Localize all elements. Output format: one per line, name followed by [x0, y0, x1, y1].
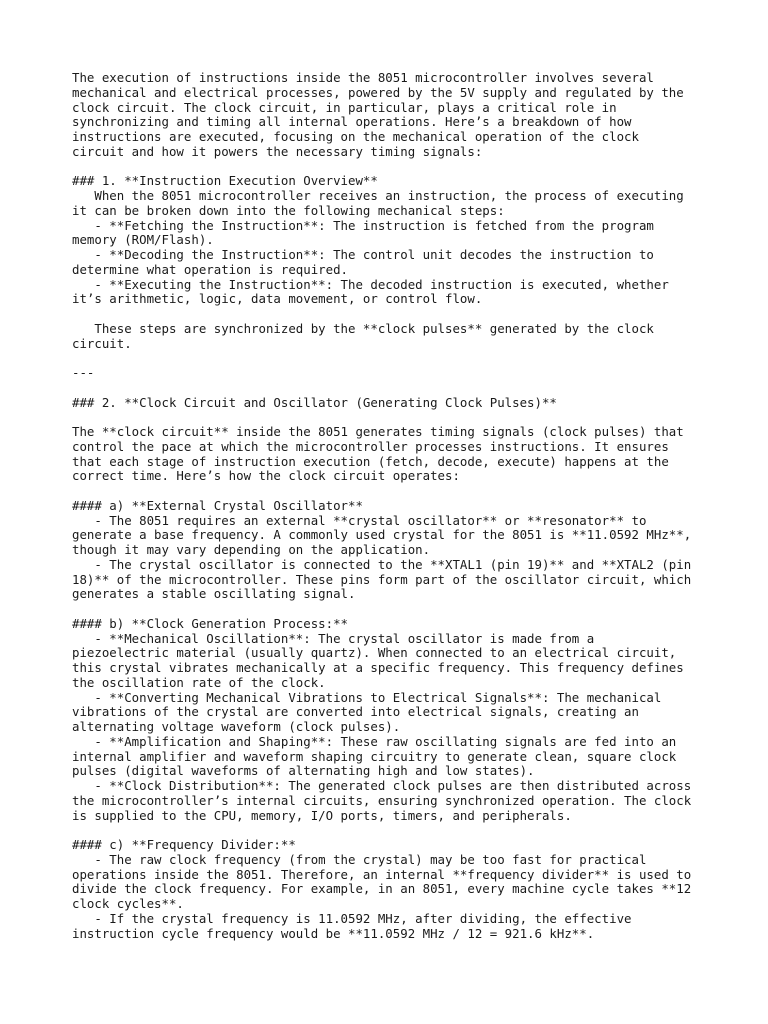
list-item-line: - The raw clock frequency (from the crystal) may be too fast for practical [72, 851, 647, 867]
subsection-heading: #### a) **External Crystal Oscillator** [72, 497, 363, 513]
text-line: pulses (digital waveforms of alternating high and low states). [72, 763, 535, 779]
text-line: the oscillation rate of the clock. [72, 674, 326, 690]
text-line: generates a stable oscillating signal. [72, 586, 356, 602]
list-item-line: - **Decoding the Instruction**: The control unit decodes the instruction to [72, 247, 654, 262]
list-item-line: - **Clock Distribution**: The generated clock pulses are then distributed across [72, 778, 692, 793]
text-line: memory (ROM/Flash). [72, 232, 214, 248]
text-line: clock circuit. The clock circuit, in particular, plays a critical role in [72, 99, 617, 115]
text-line: this crystal vibrates mechanically at a specific frequency. This frequency defines [72, 660, 684, 675]
text-line: control the pace at which the microcontroller processes instructions. It ensures [72, 438, 669, 454]
blank-line [72, 823, 702, 838]
text-line: instruction cycle frequency would be **11.0592 MHz / 12 = 921.6 kHz**. [72, 925, 595, 941]
horizontal-rule: --- [72, 365, 95, 380]
text-line: generate a base frequency. A commonly used crystal for the 8051 is **11.0592 MHz**, [72, 527, 692, 543]
blank-line [72, 351, 702, 366]
text-line: though it may vary depending on the application. [72, 542, 431, 557]
section-heading: ### 1. **Instruction Execution Overview** [72, 173, 378, 189]
blank-line [72, 484, 702, 499]
text-line: instructions are executed, focusing on the mechanical operation of the clock [72, 129, 639, 144]
list-item-line: - The 8051 requires an external **crystal oscillator** or **resonator** to [72, 512, 647, 528]
text-line: circuit. [72, 335, 132, 351]
text-line: The execution of instructions inside the 8051 microcontroller involves several [72, 70, 654, 85]
text-line: the microcontroller’s internal circuits, ensuring synchronized operation. The clock [72, 792, 692, 808]
text-line: When the 8051 microcontroller receives an instruction, the process of executing [72, 188, 684, 203]
list-item-line: - **Mechanical Oscillation**: The crystal oscillator is made from a [72, 630, 595, 646]
text-line: it can be broken down into the following mechanical steps: [72, 202, 505, 218]
section-heading: ### 2. **Clock Circuit and Oscillator (Generating Clock Pulses)** [72, 394, 557, 410]
text-line: determine what operation is required. [72, 261, 349, 277]
blank-line [72, 307, 702, 322]
text-line: circuit and how it powers the necessary timing signals: [72, 143, 483, 159]
list-item-line: - **Fetching the Instruction**: The instruction is fetched from the program [72, 217, 654, 233]
blank-line [72, 160, 702, 175]
list-item-line: - **Executing the Instruction**: The decoded instruction is executed, whether [72, 276, 669, 292]
subsection-heading: #### c) **Frequency Divider:** [72, 837, 296, 852]
text-line: internal amplifier and waveform shaping circuitry to generate clean, square clock [72, 748, 677, 764]
text-line: it’s arithmetic, logic, data movement, or control flow. [72, 291, 483, 307]
text-line: that each stage of instruction execution (fetch, decode, execute) happens at the [72, 453, 669, 469]
text-line: 18)** of the microcontroller. These pins form part of the oscillator circuit, which [72, 571, 692, 587]
text-line: These steps are synchronized by the **clock pulses** generated by the clock [72, 320, 654, 336]
text-line: correct time. Here’s how the clock circuit operates: [72, 468, 460, 484]
list-item-line: - **Amplification and Shaping**: These raw oscillating signals are fed into an [72, 733, 677, 749]
text-line: The **clock circuit** inside the 8051 generates timing signals (clock pulses) that [72, 424, 684, 439]
text-line: divide the clock frequency. For example, in an 8051, every machine cycle takes **12 [72, 881, 692, 897]
subsection-heading: #### b) **Clock Generation Process:** [72, 615, 349, 631]
list-item-line: - The crystal oscillator is connected to the **XTAL1 (pin 19)** and **XTAL2 (pin [72, 556, 692, 572]
blank-line [72, 381, 702, 396]
text-line: vibrations of the crystal are converted into electrical signals, creating an [72, 704, 639, 720]
text-line: mechanical and electrical processes, powered by the 5V supply and regulated by the [72, 84, 684, 100]
list-item-line: - If the crystal frequency is 11.0592 MHz, after dividing, the effective [72, 910, 632, 926]
text-line: piezoelectric material (usually quartz). When connected to an electrical circuit, [72, 645, 677, 661]
list-item-line: - **Converting Mechanical Vibrations to Electrical Signals**: The mechanical [72, 689, 662, 705]
blank-line [72, 602, 702, 617]
text-line: operations inside the 8051. Therefore, an internal **frequency divider** is used to [72, 866, 692, 882]
blank-line [72, 410, 702, 425]
text-line: alternating voltage waveform (clock pulses). [72, 719, 401, 734]
text-line: clock cycles**. [72, 896, 184, 911]
text-line: synchronizing and timing all internal operations. Here’s a breakdown of how [72, 114, 632, 130]
document-page [72, 71, 702, 941]
text-line: is supplied to the CPU, memory, I/O ports, timers, and peripherals. [72, 807, 572, 823]
